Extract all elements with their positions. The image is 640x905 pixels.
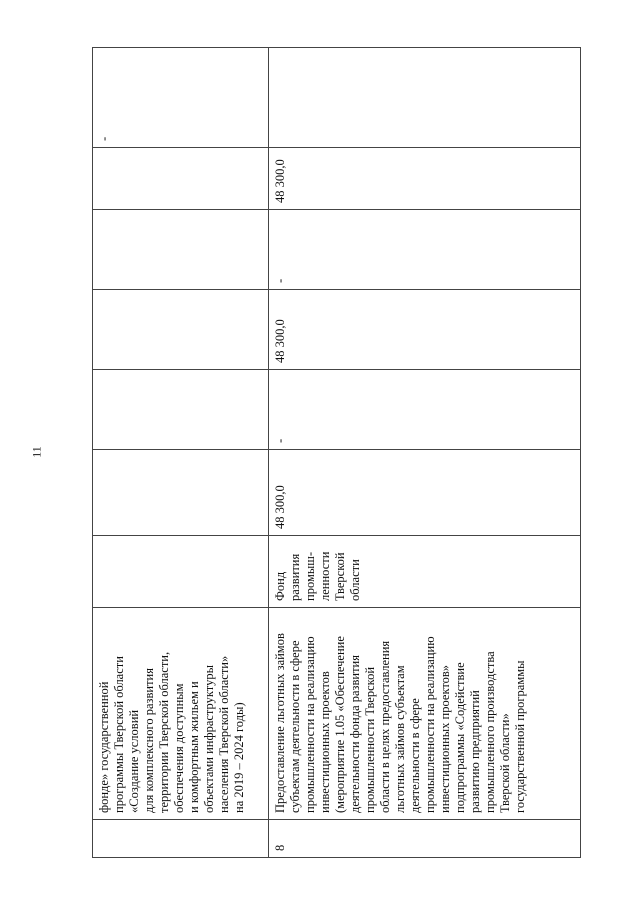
amount-cell: - <box>269 370 581 450</box>
row-number-cell: 8 <box>269 820 581 858</box>
amount-cell: - <box>269 210 581 290</box>
amount-cell: - <box>93 48 269 148</box>
table-row <box>269 48 581 858</box>
funding-table <box>92 47 581 858</box>
table-row <box>93 48 269 858</box>
amount-cell: 48 300,0 <box>269 148 581 210</box>
rotated-table-container <box>92 48 580 858</box>
amount-cell <box>93 290 269 370</box>
page-number: 11 <box>29 446 44 458</box>
amount-cell <box>93 148 269 210</box>
amount-cell <box>269 48 581 148</box>
row-number-cell <box>93 820 269 858</box>
executor-cell: Фонд развития промыш- ленности Тверской области <box>269 536 581 608</box>
amount-cell <box>93 370 269 450</box>
amount-cell <box>93 210 269 290</box>
amount-cell: 48 300,0 <box>269 290 581 370</box>
amount-cell <box>93 450 269 536</box>
executor-cell <box>93 536 269 608</box>
measure-name-cell: Предоставление льготных займов субъектам деятельности в сфере промышленности на реализацию инвестиционных проектов (мероприятие 1.05 «Обеспечение деятельности фонда развития промышленности Тверской области в целях предоставления льготных займов субъектам деятельности в сфере промышленности на реализацию инвестиционных проектов» подпрограммы «Содействие развитию предприятий промышленного производства Тверской области» государственной программы <box>269 608 581 820</box>
amount-cell: 48 300,0 <box>269 450 581 536</box>
measure-name-cell: фонде» государственной программы Тверской области «Создание условий для комплексного развития территории Тверской области, обеспечения доступным и комфортным жильем и объектами инфраструктуры населения Тверской области» на 2019 – 2024 годы) <box>93 608 269 820</box>
